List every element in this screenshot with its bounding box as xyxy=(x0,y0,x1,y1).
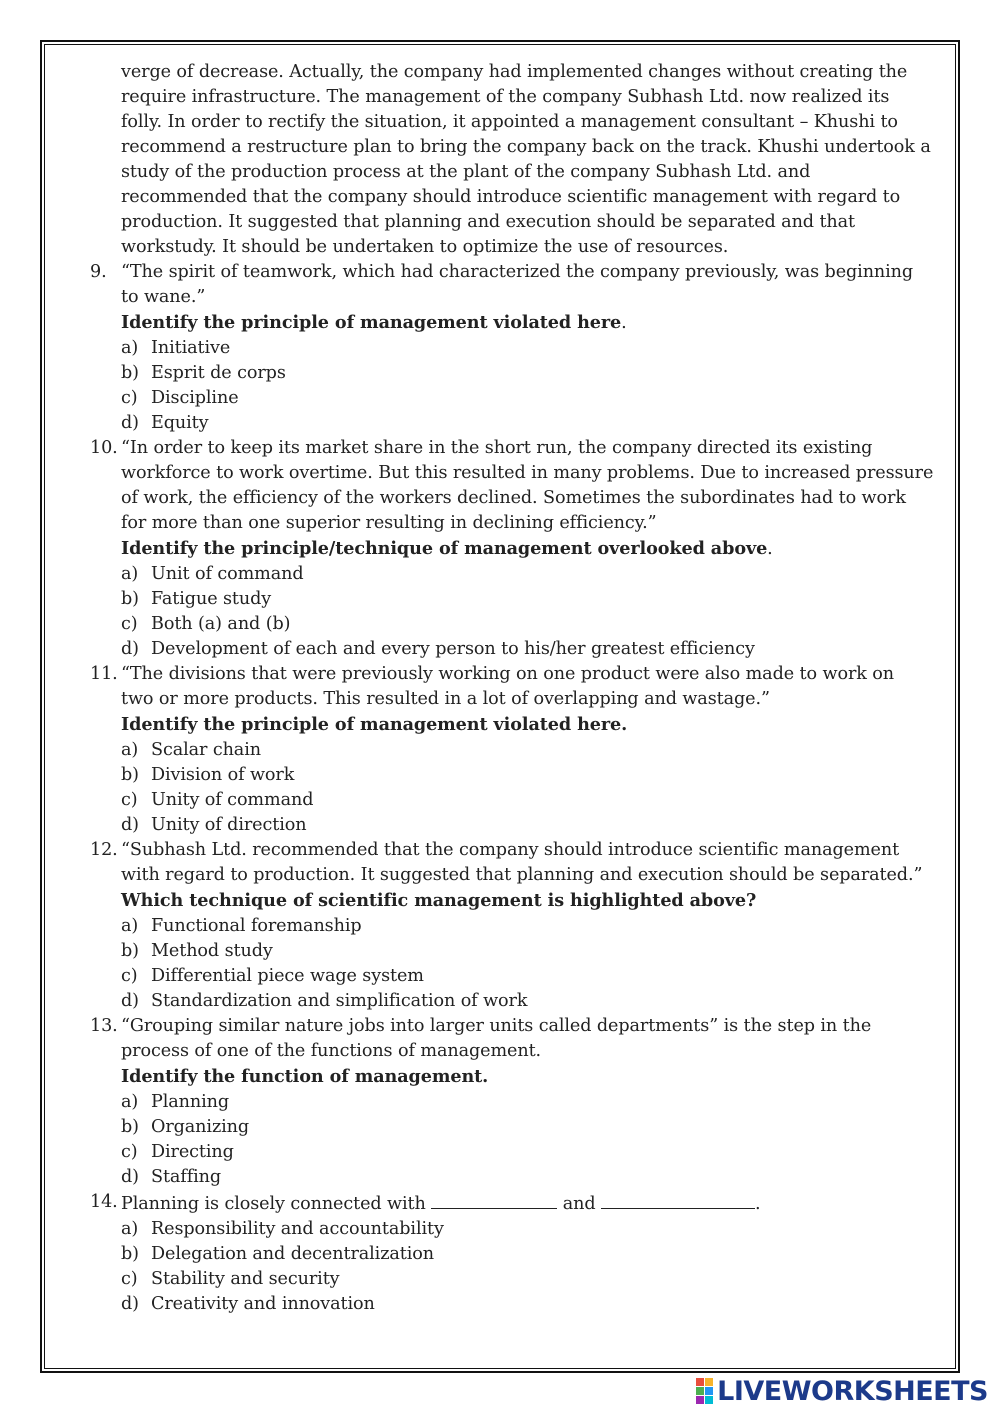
option-letter: d) xyxy=(121,1294,139,1314)
option-text: Method study xyxy=(151,941,273,961)
question-prompt-bold: Identify the principle/technique of management overlooked above xyxy=(121,538,768,559)
question-text-end: . xyxy=(755,1194,761,1214)
question-number: 9. xyxy=(90,262,107,282)
answer-option[interactable] xyxy=(121,763,945,788)
question-body xyxy=(121,838,945,1014)
option-letter: b) xyxy=(121,765,139,785)
option-text: Standardization and simplification of work xyxy=(151,991,528,1011)
answer-option[interactable] xyxy=(121,788,945,813)
passage-line: verge of decrease. Actually, the company had implemented changes without creating the xyxy=(121,62,908,82)
question-line: to wane.” xyxy=(121,287,206,307)
question-prompt-bold: Identify the function of management. xyxy=(121,1066,489,1087)
option-text: Staffing xyxy=(151,1167,222,1187)
answer-option[interactable] xyxy=(121,1217,945,1242)
question-line: process of one of the functions of management. xyxy=(121,1041,542,1061)
answer-option[interactable] xyxy=(121,386,945,411)
question-prompt xyxy=(121,712,945,738)
question-line: of work, the efficiency of the workers declined. Sometimes the subordinates had to work xyxy=(121,488,906,508)
question-line: “The spirit of teamwork, which had characterized the company previously, was beginning xyxy=(121,262,914,282)
option-text: Differential piece wage system xyxy=(151,966,424,986)
option-text: Organizing xyxy=(151,1117,250,1137)
passage-line: recommended that the company should introduce scientific management with regard to xyxy=(121,187,901,207)
question-body xyxy=(121,662,945,838)
answer-option[interactable] xyxy=(121,813,945,838)
liveworksheets-logo-icon xyxy=(696,1378,713,1404)
option-letter: d) xyxy=(121,413,139,433)
answer-option[interactable] xyxy=(121,637,945,662)
option-text: Functional foremanship xyxy=(151,916,362,936)
answer-option[interactable] xyxy=(121,939,945,964)
option-text: Stability and security xyxy=(151,1269,340,1289)
passage-line: workstudy. It should be undertaken to optimize the use of resources. xyxy=(121,237,729,257)
question-number: 12. xyxy=(90,840,118,860)
question-line: “Subhash Ltd. recommended that the company should introduce scientific management xyxy=(121,840,900,860)
passage-line: production. It suggested that planning and execution should be separated and that xyxy=(121,212,856,232)
question-line: “In order to keep its market share in the short run, the company directed its existing xyxy=(121,438,873,458)
answer-option[interactable] xyxy=(121,587,945,612)
option-text: Directing xyxy=(151,1142,234,1162)
question-list xyxy=(90,260,945,1190)
option-list xyxy=(121,1217,945,1317)
question-line: two or more products. This resulted in a lot of overlapping and wastage.” xyxy=(121,689,770,709)
passage-line: study of the production process at the plant of the company Subhash Ltd. and xyxy=(121,162,811,182)
question-12 xyxy=(90,838,945,1014)
answer-option[interactable] xyxy=(121,1242,945,1267)
answer-option[interactable] xyxy=(121,1140,945,1165)
question-text-between-blanks: and xyxy=(562,1194,596,1214)
question-number: 13. xyxy=(90,1016,118,1036)
option-text: Responsibility and accountability xyxy=(151,1219,444,1239)
answer-option[interactable] xyxy=(121,964,945,989)
answer-option[interactable] xyxy=(121,336,945,361)
question-line: for more than one superior resulting in declining efficiency.” xyxy=(121,513,657,533)
option-text: Unit of command xyxy=(151,564,304,584)
answer-option[interactable] xyxy=(121,612,945,637)
question-prompt xyxy=(121,536,945,562)
answer-option[interactable] xyxy=(121,738,945,763)
answer-blank-2[interactable] xyxy=(601,1190,755,1209)
question-body xyxy=(121,260,945,436)
passage-line: folly. In order to rectify the situation, it appointed a management consultant – Khushi to xyxy=(121,112,898,132)
worksheet-content xyxy=(90,60,945,1317)
option-letter: b) xyxy=(121,1117,139,1137)
question-prompt-bold: Identify the principle of management violated here. xyxy=(121,714,628,735)
option-letter: d) xyxy=(121,991,139,1011)
option-letter: d) xyxy=(121,639,139,659)
question-body xyxy=(121,1014,945,1190)
question-number: 14. xyxy=(90,1192,118,1212)
option-letter: b) xyxy=(121,363,139,383)
option-letter: c) xyxy=(121,966,138,986)
option-letter: a) xyxy=(121,338,139,358)
option-letter: d) xyxy=(121,1167,139,1187)
option-text: Equity xyxy=(151,413,209,433)
question-body xyxy=(121,436,945,662)
answer-option[interactable] xyxy=(121,1165,945,1190)
option-letter: b) xyxy=(121,589,139,609)
option-letter: c) xyxy=(121,1142,138,1162)
answer-option[interactable] xyxy=(121,562,945,587)
liveworksheets-logo xyxy=(696,1375,988,1407)
option-text: Unity of command xyxy=(151,790,314,810)
option-letter: a) xyxy=(121,1219,139,1239)
question-number: 10. xyxy=(90,438,118,458)
question-prompt-bold: Which technique of scientific management is highlighted above? xyxy=(121,890,757,911)
option-text: Delegation and decentralization xyxy=(151,1244,434,1264)
question-prompt-suffix: . xyxy=(767,539,773,559)
logo-text: LIVEWORKSHEETS xyxy=(717,1375,988,1407)
option-text: Both (a) and (b) xyxy=(151,614,291,634)
option-letter: a) xyxy=(121,916,139,936)
question-line: with regard to production. It suggested that planning and execution should be separated.” xyxy=(121,865,923,885)
option-text: Development of each and every person to his/her greatest efficiency xyxy=(151,639,755,659)
option-letter: b) xyxy=(121,1244,139,1264)
question-14-text xyxy=(121,1190,945,1217)
question-10 xyxy=(90,436,945,662)
question-prompt xyxy=(121,888,945,914)
question-9 xyxy=(90,260,945,436)
answer-option[interactable] xyxy=(121,989,945,1014)
case-study-passage xyxy=(90,60,945,260)
question-line: workforce to work overtime. But this resulted in many problems. Due to increased pressure xyxy=(121,463,934,483)
option-letter: a) xyxy=(121,740,139,760)
option-text: Scalar chain xyxy=(151,740,261,760)
passage-line: recommend a restructure plan to bring the company back on the track. Khushi undertook a xyxy=(121,137,931,157)
answer-option[interactable] xyxy=(121,411,945,436)
answer-blank-1[interactable] xyxy=(431,1190,557,1209)
option-letter: c) xyxy=(121,388,138,408)
option-letter: c) xyxy=(121,790,138,810)
question-11 xyxy=(90,662,945,838)
option-letter: b) xyxy=(121,941,139,961)
question-text-before-blank: Planning is closely connected with xyxy=(121,1194,426,1214)
question-prompt-suffix: . xyxy=(621,313,627,333)
option-text: Planning xyxy=(151,1092,230,1112)
answer-option[interactable] xyxy=(121,914,945,939)
question-prompt-bold: Identify the principle of management violated here xyxy=(121,312,622,333)
question-14 xyxy=(90,1190,945,1317)
answer-option[interactable] xyxy=(121,1292,945,1317)
option-text: Division of work xyxy=(151,765,295,785)
option-letter: c) xyxy=(121,1269,138,1289)
option-text: Initiative xyxy=(151,338,231,358)
answer-option[interactable] xyxy=(121,1090,945,1115)
passage-line: require infrastructure. The management of the company Subhash Ltd. now realized its xyxy=(121,87,890,107)
option-text: Creativity and innovation xyxy=(151,1294,375,1314)
answer-option[interactable] xyxy=(121,1267,945,1292)
question-prompt xyxy=(121,1064,945,1090)
option-letter: a) xyxy=(121,1092,139,1112)
option-text: Discipline xyxy=(151,388,239,408)
question-line: “The divisions that were previously working on one product were also made to work on xyxy=(121,664,895,684)
question-line: “Grouping similar nature jobs into larger units called departments” is the step in the xyxy=(121,1016,872,1036)
option-text: Esprit de corps xyxy=(151,363,286,383)
option-text: Unity of direction xyxy=(151,815,307,835)
question-prompt xyxy=(121,310,945,336)
answer-option[interactable] xyxy=(121,1115,945,1140)
option-letter: a) xyxy=(121,564,139,584)
question-13 xyxy=(90,1014,945,1190)
answer-option[interactable] xyxy=(121,361,945,386)
question-number: 11. xyxy=(90,664,118,684)
option-text: Fatigue study xyxy=(151,589,272,609)
option-letter: d) xyxy=(121,815,139,835)
option-letter: c) xyxy=(121,614,138,634)
